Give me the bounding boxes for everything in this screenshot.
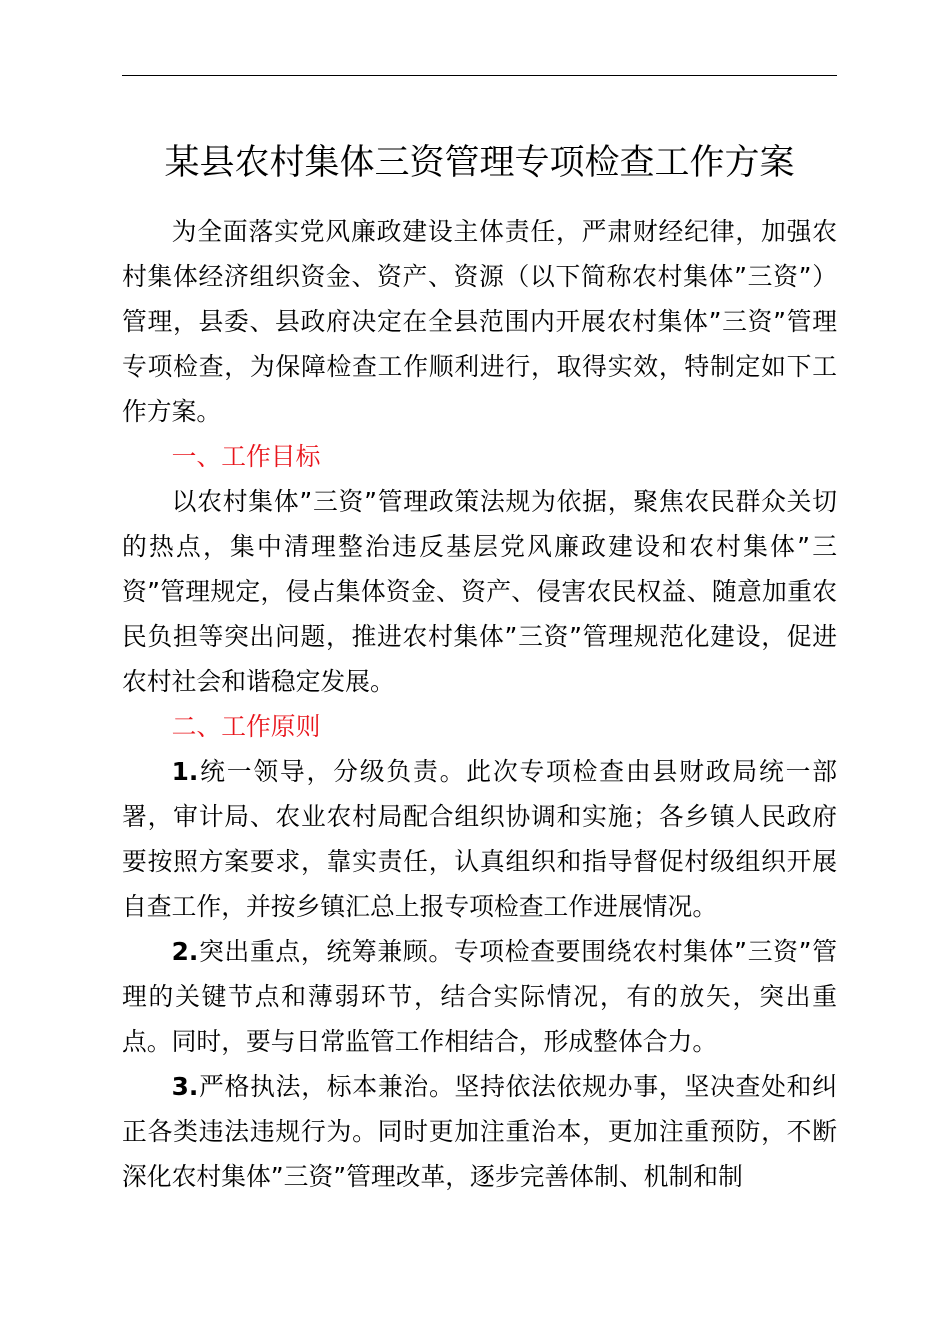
principle-text: 突出重点，统筹兼顾。专项检查要围绕农村集体”三资”管理的关键节点和薄弱环节，结合实际情况，有的放矢，突出重点。同时，要与日常监管工作相结合，形成整体合力。 (122, 937, 837, 1056)
header-rule (122, 75, 837, 76)
document-body (122, 209, 837, 1199)
principle-number: 3. (171, 1072, 199, 1101)
principle-item-2 (122, 929, 837, 1064)
section-heading-goals: 一、工作目标 (171, 442, 321, 471)
principle-number: 1. (171, 757, 199, 786)
intro-paragraph: 为全面落实党风廉政建设主体责任，严肃财经纪律，加强农村集体经济组织资金、资产、资源（以下简称农村集体”三资”）管理，县委、县政府决定在全县范围内开展农村集体”三资”管理专项检查，为保障检查工作顺利进行，取得实效，特制定如下工作方案。 (122, 217, 837, 426)
principle-text: 统一领导，分级负责。此次专项检查由县财政局统一部署，审计局、农业农村局配合组织协调和实施；各乡镇人民政府要按照方案要求，靠实责任，认真组织和指导督促村级组织开展自查工作，并按乡镇汇总上报专项检查工作进展情况。 (122, 757, 837, 921)
goals-paragraph: 以农村集体”三资”管理政策法规为依据，聚焦农民群众关切的热点，集中清理整治违反基层党风廉政建设和农村集体”三资”管理规定，侵占集体资金、资产、侵害农民权益、随意加重农民负担等突出问题，推进农村集体”三资”管理规范化建设，促进农村社会和谐稳定发展。 (122, 487, 837, 696)
principle-item-3 (122, 1064, 837, 1199)
document-title: 某县农村集体三资管理专项检查工作方案 (164, 143, 795, 183)
principle-number: 2. (171, 937, 199, 966)
principle-item-1 (122, 749, 837, 929)
section-heading-principles: 二、工作原则 (171, 712, 321, 741)
principle-text: 严格执法，标本兼治。坚持依法依规办事，坚决查处和纠正各类违法违规行为。同时更加注重治本，更加注重预防，不断深化农村集体”三资”管理改革，逐步完善体制、机制和制 (122, 1072, 837, 1191)
